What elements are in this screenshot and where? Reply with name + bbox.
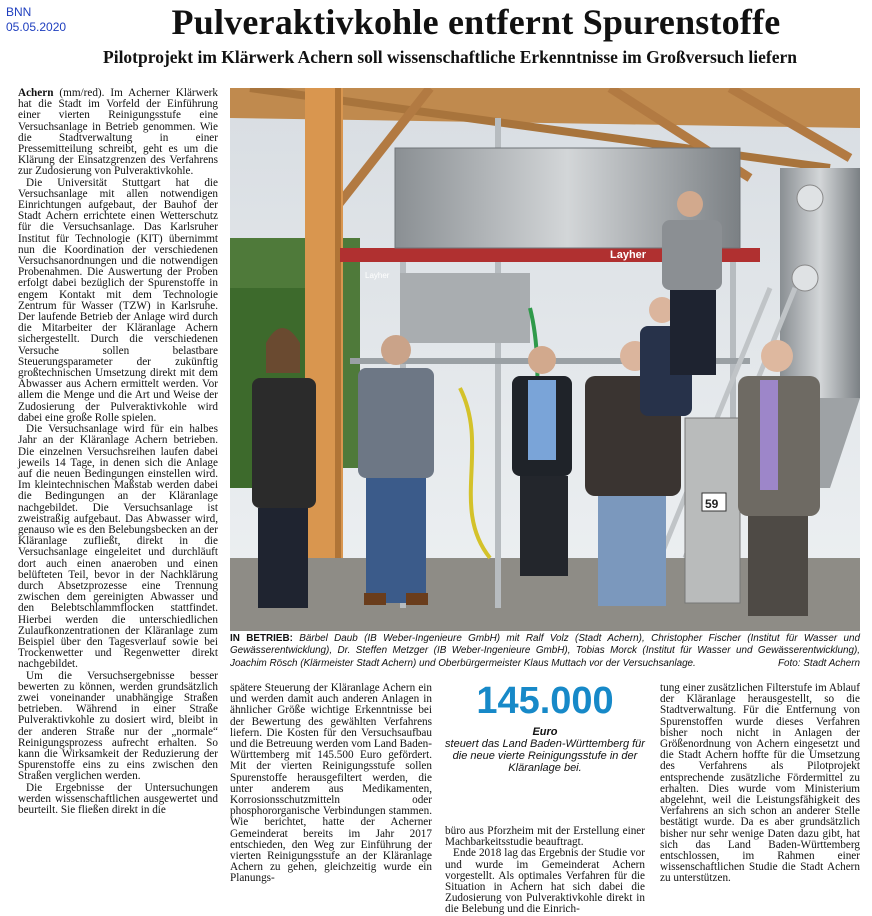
paragraph: Die Ergebnisse der Untersuchungen werden wissenschaftlichen ausgewertet und beurteilt. Sie fließen direkt in die: [18, 781, 218, 816]
highlight-box: [445, 726, 645, 774]
paragraph: Die Versuchsanlage wird für ein halbes Jahr an der Kläranlage Achern betrieben. Die einzelnen Versuchsreihen laufen dabei jeweils 14 Tage, in denen sich die Anlage auf die neuen Bedingungen einstellen wird. Im kleintechnischen Maßstab werden dabei die Bedingungen an der Kläranlage nachgebildet. Die Versuchsanlage ist zweistraßig aufgebaut. Das Abwasser wird, genauso wie es den Belebungsbecken an der Kläranlage zufließt, direkt in die Versuchsanlage eingeleitet und durchläuft dort auch einen anaeroben und einen belüfteten Teil, bevor in der Nachklärung durch Absetzprozesse eine Trennung zwischen dem gereinigten Abwasser und den Belebtschlammflocken stattfindet. Hierbei werden die unterschiedlichen Zulaufkonzentrationen der Kläranlage zum Beispiel über den Tagesverlauf sowie bei Trockenwetter und Regenwetter direkt nachgebildet.: [18, 423, 218, 671]
person-7: [738, 340, 820, 616]
source-info: [6, 5, 66, 35]
highlight-number: 145.000: [476, 680, 614, 722]
paragraph: spätere Steuerung der Kläranlage Achern ein und werden damit auch anderen Anlagen in ähnlicher Größe wichtige Erkenntnisse bei der Bewertung des gewählten Verfahrens liefern. Die Kosten für den Versuchsaufbau und die Betreuung werden vom Land Baden-Württemberg mit 145.500 Euro gefördert. Mit der vierten Reinigungsstufe sollen Spurenstoffe herausgefiltert werden, die unter anderem aus Medikamenten, Korrosionsschutzmitteln oder phosphororganische Verbindungen stammen. Wie berichtet, hatte der Acherner Gemeinderat bereits im Jahr 2017 entschieden, den Weg zur Einführung der vierten Reinigungsstufe an der Kläranlage Achern zu gehen, gleichzeitig wurde ein Planungs-: [230, 682, 432, 885]
left-scaffold-label: Layher: [365, 271, 390, 280]
article-column-3: [445, 826, 645, 916]
article-photo: [230, 88, 860, 631]
highlight-text: steuert das Land Baden-Württemberg für die neue vierte Reinigungsstufe in der Kläranlage bei.: [445, 738, 645, 774]
photo-illustration: [230, 88, 860, 631]
post-number: 59: [705, 497, 719, 511]
caption-lead: IN BETRIEB:: [230, 633, 293, 644]
person-2: [358, 335, 434, 605]
highlight-unit: Euro: [532, 726, 558, 738]
paragraph: [18, 88, 218, 178]
article-column-1: [18, 88, 218, 816]
photo-caption: [230, 633, 860, 670]
source-date: 05.05.2020: [6, 20, 67, 34]
subheadline: Pilotprojekt im Klärwerk Achern soll wissenschaftliche Erkenntnisse im Großversuch liefern: [103, 47, 797, 67]
headline: Pulveraktivkohle entfernt Spurenstoffe: [171, 2, 781, 42]
article-column-2: [230, 683, 432, 885]
paragraph: büro aus Pforzheim mit der Erstellung einer Machbarkeitsstudie beauftragt.: [445, 825, 645, 849]
paragraph: tung einer zusätzlichen Filterstufe im Ablauf der Kläranlage herausgestellt, so die Stadtverwaltung. Für die Entfernung von Spurenstoffen wurde dieses Verfahren bisher noch nicht in Anlagen der Größenordnung von Achern eingesetzt und die Stadt Achern hoffte für die Umsetzung des Verfahrens als Pilotprojekt entsprechende zusätzliche Fördermittel zu erhalten. Dies wurde vom Ministerium abgelehnt, weil die Leistungsfähigkeit des Verfahrens an sich schon an anderer Stelle bestätigt wurde. Da es aber grundsätzlich bisher nur sehr wenige Daten dazu gibt, hat sich das Land Baden-Württemberg entschlossen, im Rahmen einer wissenschaftlichen Studie die Stadt Achern zu unterstützen.: [660, 682, 860, 885]
dateline-place: Achern: [18, 87, 54, 99]
paragraph: Die Universität Stuttgart hat die Versuchsanlage mit allen notwendigen Einrichtungen aufgebaut, der Bauhof der Stadt Achern errichtete einen Wetterschutz für die Versuchsanlage. Das Karlsruher Institut für Technologie (KIT) übernimmt nun die Koordination der verschiedenen Versuchsanordnungen und die notwendigen Probenahmen. Die Auswertung der Proben erfolgt dabei bezüglich der Spurenstoffe in engem Kontakt mit dem Technologie Zentrum für Wasser (TZW) in Karlsruhe. Der laufende Betrieb der Anlage wird durch die Mitarbeiter der Kläranlage Achern sichergestellt. Durch die verschiedenen Versuche sollen belastbare Steuerungsparameter der zukünftig großtechnischen Umsetzung direkt mit dem Abwasser aus Achern ermittelt werden. Vor allem die Menge und die Art und Weise der Zudosierung der Pulveraktivkohle wird dabei eine große Rolle spielen.: [18, 176, 218, 424]
paragraph: Ende 2018 lag das Ergebnis der Studie vor und wurde im Gemeinderat Achern vorgestellt. Als optimales Verfahren für die Situation in Achern hat sich dabei die Zudosierung von Pulveraktivkohle direkt in die Belebung und die Einrich-: [445, 847, 645, 916]
intro-text: (mm/red). Im Acherner Klärwerk hat die Stadt im Vorfeld der Einführung einer vierten Reinigungsstufe eine Versuchsanlage in Betrieb genommen. Wie die Stadtverwaltung in einer Pressemitteilung schreibt, geht es um die Klärung der Einsatzgrenzen des Verfahrens zur Zudosierung von Pulveraktivkohle.: [18, 87, 218, 178]
article-column-4: [660, 683, 860, 885]
photo-credit: Foto: Stadt Achern: [778, 657, 860, 669]
person-3: [512, 346, 572, 576]
tank-label: Layher: [610, 249, 647, 261]
source-name: BNN: [6, 5, 32, 19]
paragraph: Um die Versuchsergebnisse besser bewerten zu können, werden grundsätzlich zwei voneinander unabhängige Straßen betrieben. Während in einer Straße Pulveraktivkohle zu dosiert wird, bleibt in der anderen Straße nur der „normale“ Reinigungsprozess aufrecht erhalten. So kann die Wirksamkeit der Reduzierung der Spurenstoffe eins zu eins zwischen den Straßen verglichen werden.: [18, 669, 218, 783]
caption-text: Bärbel Daub (IB Weber-Ingenieure GmbH) mit Ralf Volz (Stadt Achern), Christopher Fischer (Institut für Wasser und Gewässerentwicklung), Dr. Steffen Metzger (IB Weber-Ingenieure GmbH), Tobias Morck (Institut für Wasser und Gewässerentwicklung), Joachim Rösch (Klärmeister Stadt Achern) und Oberbürgermeister Klaus Muttach vor der Versuchsanlage.: [230, 633, 860, 669]
